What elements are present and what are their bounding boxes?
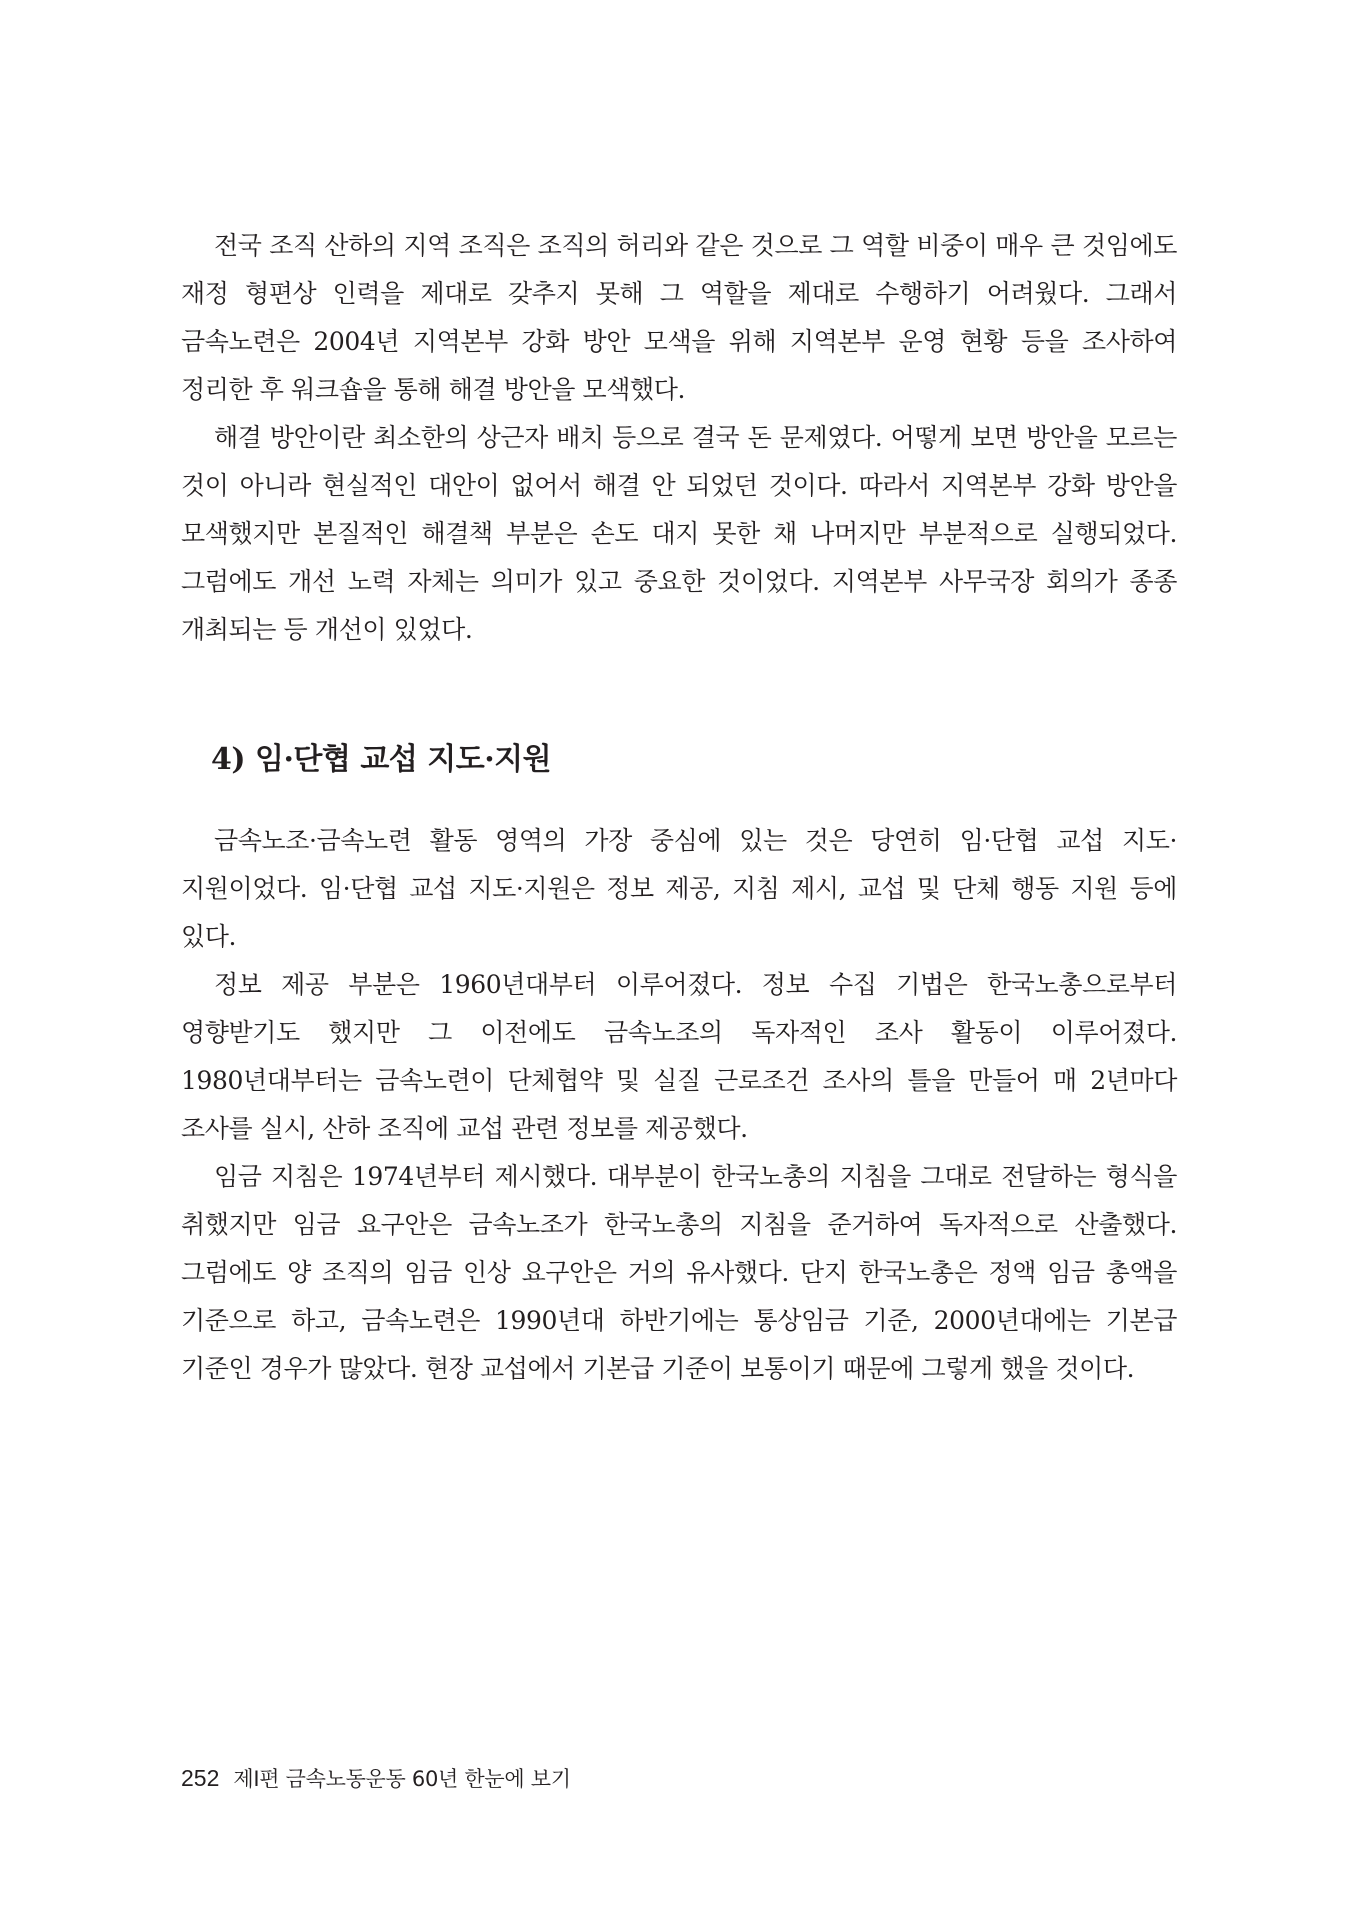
paragraph-wage-guidelines: 임금 지침은 1974년부터 제시했다. 대부분이 한국노총의 지침을 그대로 전달하는 형식을 취했지만 임금 요구안은 금속노조가 한국노총의 지침을 준거하여 독자적으로 산출했다. 그럼에도 양 조직의 임금 인상 요구안은 거의 유사했다. 단지 한국노총은 정액 임금 총액을 기준으로 하고, 금속노련은 1990년대 하반기에는 통상임금 기준, 2000년대에는 기본급 기준인 경우가 많았다. 현장 교섭에서 기본급 기준이 보통이기 때문에 그렇게 했을 것이다. xyxy=(181,1162,1177,1383)
page-number: 252 xyxy=(181,1765,220,1791)
section-heading: 4) 임·단협 교섭 지도·지원 xyxy=(211,742,552,777)
running-head: 제Ⅰ편 금속노동운동 60년 한눈에 보기 xyxy=(233,1767,571,1791)
paragraph-solution-funding: 해결 방안이란 최소한의 상근자 배치 등으로 결국 돈 문제였다. 어떻게 보면 방안을 모르는 것이 아니라 현실적인 대안이 없어서 해결 안 되었던 것이다. 따라서 지역본부 강화 방안을 모색했지만 본질적인 해결책 부분은 손도 대지 못한 채 나머지만 부분적으로 실행되었다. 그럼에도 개선 노력 자체는 의미가 있고 중요한 것이었다. 지역본부 사무국장 회의가 종종 개최되는 등 개선이 있었다. xyxy=(181,423,1177,644)
paragraph-information-provision: 정보 제공 부분은 1960년대부터 이루어졌다. 정보 수집 기법은 한국노총으로부터 영향받기도 했지만 그 이전에도 금속노조의 독자적인 조사 활동이 이루어졌다. 1980년대부터는 금속노련이 단체협약 및 실질 근로조건 조사의 틀을 만들어 매 2년마다 조사를 실시, 산하 조직에 교섭 관련 정보를 제공했다. xyxy=(181,970,1177,1143)
body-text-bottom xyxy=(181,817,1177,1393)
paragraph-regional-organization: 전국 조직 산하의 지역 조직은 조직의 허리와 같은 것으로 그 역할 비중이 매우 큰 것임에도 재정 형편상 인력을 제대로 갖추지 못해 그 역할을 제대로 수행하기 어려웠다. 그래서 금속노련은 2004년 지역본부 강화 방안 모색을 위해 지역본부 운영 현황 등을 조사하여 정리한 후 워크숍을 통해 해결 방안을 모색했다. xyxy=(181,231,1177,404)
paragraph-bargaining-support: 금속노조·금속노련 활동 영역의 가장 중심에 있는 것은 당연히 임·단협 교섭 지도·지원이었다. 임·단협 교섭 지도·지원은 정보 제공, 지침 제시, 교섭 및 단체 행동 지원 등에 있다. xyxy=(181,826,1177,951)
body-text-top xyxy=(181,222,1177,654)
page-footer xyxy=(181,1763,571,1794)
